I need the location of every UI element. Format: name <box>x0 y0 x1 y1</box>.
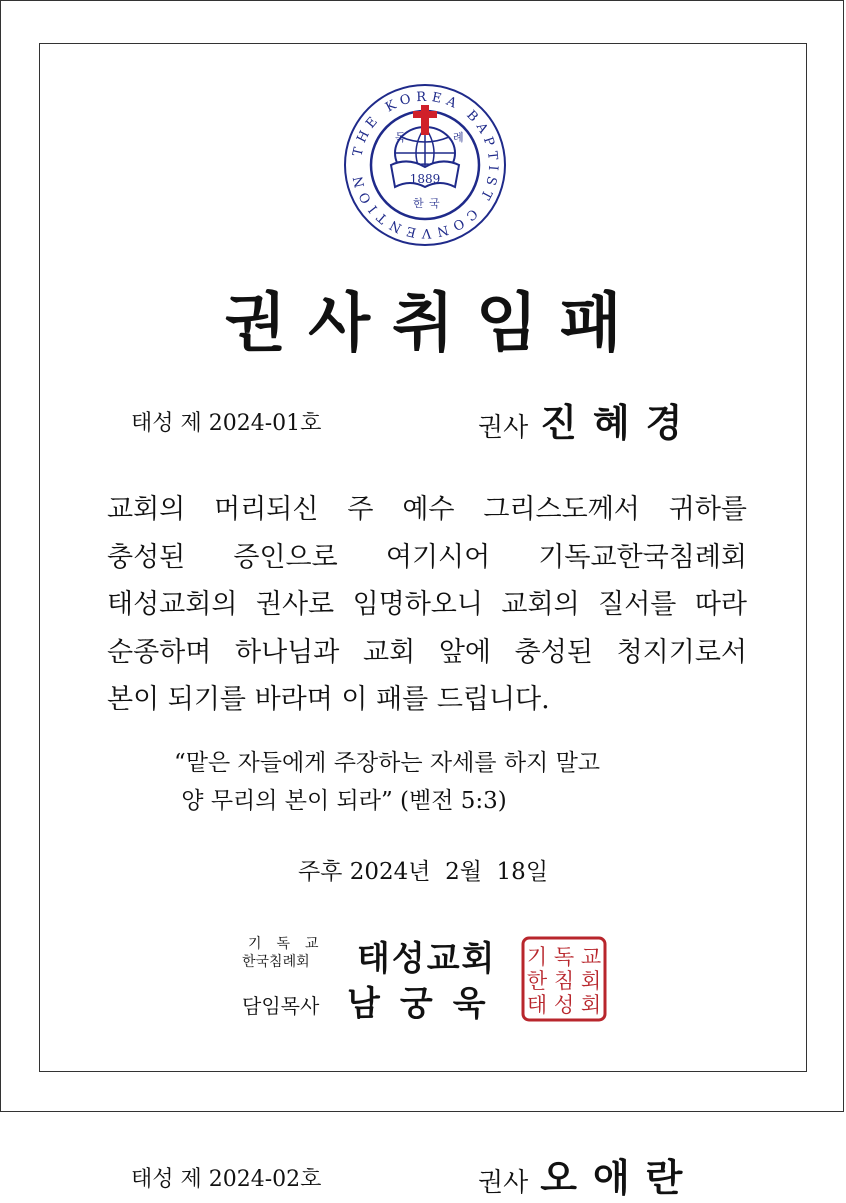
svg-text:독: 독 <box>553 945 575 969</box>
body-line: 교회의 머리되신 주 예수 그리스도께서 귀하를 <box>107 494 747 525</box>
svg-text:회: 회 <box>580 969 602 993</box>
certificate-title: 권사취임패 <box>224 287 644 361</box>
svg-text:독: 독 <box>395 131 406 144</box>
denomination <box>242 935 334 971</box>
svg-text:회: 회 <box>580 993 602 1017</box>
body-line: 태성교회의 권사로 임명하오니 교회의 질서를 따라 <box>107 589 747 620</box>
quote-line: “맡은 자들에게 주장하는 자세를 하지 말고 <box>174 750 601 776</box>
svg-text:례: 례 <box>453 131 464 144</box>
svg-text:교: 교 <box>580 945 602 969</box>
pastor-title: 담임목사 <box>242 994 320 1018</box>
church-seal <box>521 936 607 1022</box>
svg-text:기: 기 <box>526 945 548 969</box>
svg-text:THE KOREA BAPTIST CONVENTION: THE KOREA BAPTIST CONVENTION <box>349 89 501 241</box>
recipient <box>478 400 699 448</box>
next-recipient-name: 오애란 <box>540 1155 699 1200</box>
quote-line: 양 무리의 본이 되라” (벧전 5:3) <box>174 788 507 814</box>
body-line: 충성된 증인으로 여기시어 기독교한국침례회 <box>107 541 747 573</box>
svg-text:태: 태 <box>526 993 548 1017</box>
svg-text:성: 성 <box>553 993 575 1017</box>
body-line: 순종하며 하나님과 교회 앞에 충성된 청지기로서 <box>107 636 747 668</box>
issue-date: 주후 2024년 2월 18일 <box>297 859 549 885</box>
next-recipient-role: 권사 <box>478 1168 529 1198</box>
svg-text:1889: 1889 <box>409 172 441 186</box>
next-recipient <box>478 1155 699 1203</box>
denomination-top: 기독교 <box>248 936 334 952</box>
church-name: 태성교회 <box>357 939 497 979</box>
certificate-body <box>107 486 747 724</box>
recipient-role: 권사 <box>478 413 529 443</box>
pastor-name: 남궁욱 <box>347 984 506 1024</box>
body-line: 본이 되기를 바라며 이 패를 드립니다. <box>107 684 550 715</box>
svg-text:한: 한 <box>526 969 548 993</box>
certificate-number: 태성 제 2024-01호 <box>131 411 322 436</box>
baptist-convention-emblem <box>343 83 507 247</box>
svg-text:한: 한 <box>413 197 424 210</box>
svg-text:국: 국 <box>429 197 440 210</box>
svg-text:침: 침 <box>553 969 575 993</box>
next-certificate-number: 태성 제 2024-02호 <box>131 1167 322 1192</box>
scripture-quote <box>174 744 600 820</box>
recipient-name: 진혜경 <box>540 400 699 445</box>
denomination-bottom: 한국침례회 <box>242 954 310 970</box>
